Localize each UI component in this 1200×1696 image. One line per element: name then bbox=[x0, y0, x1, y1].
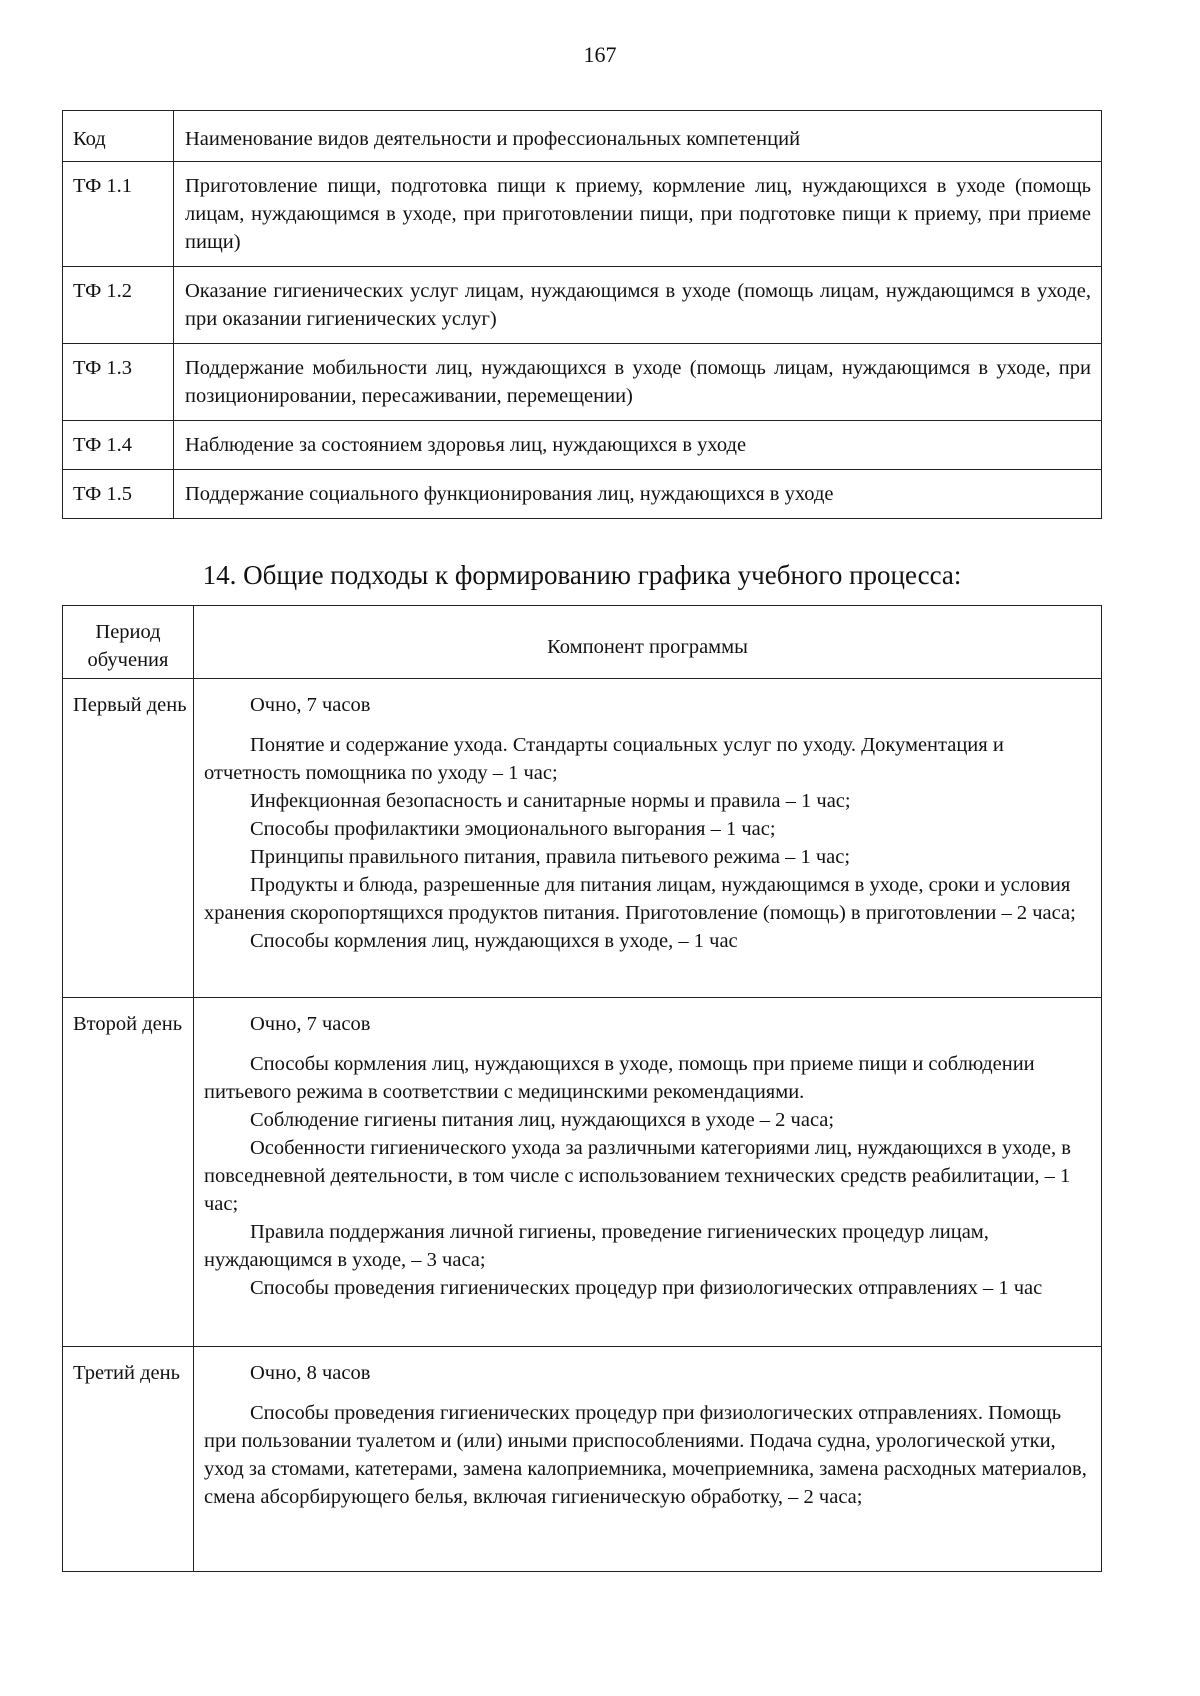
list-item: Способы проведения гигиенических процедур при физиологических отправлениях – 1 час bbox=[250, 1277, 1043, 1299]
study-mode: Очно, 7 часов bbox=[250, 1013, 371, 1035]
header-period: Период обучения bbox=[63, 606, 194, 679]
row-name: Оказание гигиенических услуг лицам, нуждающимся в уходе (помощь лицам, нуждающимся в уходе, при оказании гигиенических услуг) bbox=[174, 267, 1102, 344]
component-cell bbox=[194, 679, 1102, 998]
table-row bbox=[63, 162, 1102, 267]
table-header-row bbox=[63, 606, 1102, 679]
study-mode: Очно, 7 часов bbox=[250, 694, 371, 716]
list-item: Особенности гигиенического ухода за различными категориями лиц, нуждающихся в уходе, в повседневной деятельности, в том числе с использованием технических средств реабилитации, – 1 час; bbox=[204, 1137, 1071, 1215]
competency-table bbox=[62, 110, 1102, 519]
table-row bbox=[63, 998, 1102, 1347]
list-item: Соблюдение гигиены питания лиц, нуждающихся в уходе – 2 часа; bbox=[250, 1109, 835, 1131]
row-name: Поддержание социального функционирования лиц, нуждающихся в уходе bbox=[174, 470, 1102, 519]
table-row bbox=[63, 679, 1102, 998]
table-row bbox=[63, 421, 1102, 470]
list-item: Способы профилактики эмоционального выгорания – 1 час; bbox=[250, 818, 776, 840]
period-cell: Второй день bbox=[63, 998, 194, 1347]
table-row bbox=[63, 344, 1102, 421]
list-item: Правила поддержания личной гигиены, проведение гигиенических процедур лицам, нуждающимся в уходе, – 3 часа; bbox=[204, 1221, 989, 1271]
list-item: Понятие и содержание ухода. Стандарты социальных услуг по уходу. Документация и отчетность помощника по уходу – 1 час; bbox=[204, 734, 1004, 784]
component-cell bbox=[194, 1347, 1102, 1572]
component-cell bbox=[194, 998, 1102, 1347]
period-cell: Третий день bbox=[63, 1347, 194, 1572]
header-component: Компонент программы bbox=[194, 606, 1102, 679]
row-code: ТФ 1.3 bbox=[63, 344, 174, 421]
list-item: Инфекционная безопасность и санитарные нормы и правила – 1 час; bbox=[250, 790, 851, 812]
period-cell: Первый день bbox=[63, 679, 194, 998]
header-code: Код bbox=[63, 111, 174, 162]
table-row bbox=[63, 267, 1102, 344]
section-title: 14. Общие подходы к формированию графика учебного процесса: bbox=[202, 560, 962, 590]
list-item: Способы кормления лиц, нуждающихся в уходе, помощь при приеме пищи и соблюдении питьевого режима в соответствии с медицинскими рекомендациями. bbox=[204, 1053, 1035, 1103]
table-row bbox=[63, 1347, 1102, 1572]
table-header-row bbox=[63, 111, 1102, 162]
study-mode: Очно, 8 часов bbox=[250, 1362, 371, 1384]
schedule-table bbox=[62, 605, 1102, 1572]
list-item: Принципы правильного питания, правила питьевого режима – 1 час; bbox=[250, 846, 851, 868]
page-number: 167 bbox=[583, 42, 617, 67]
list-item: Способы проведения гигиенических процедур при физиологических отправлениях. Помощь при пользовании туалетом и (или) иными приспособлениями. Подача судна, урологической утки, уход за стомами, катетерами, замена калоприемника, мочеприемника, замена расходных материалов, смена абсорбирующего белья, включая гигиеническую обработку, – 2 часа; bbox=[204, 1402, 1087, 1508]
row-code: ТФ 1.4 bbox=[63, 421, 174, 470]
row-code: ТФ 1.1 bbox=[63, 162, 174, 267]
row-name: Приготовление пищи, подготовка пищи к приему, кормление лиц, нуждающихся в уходе (помощь лицам, нуждающимся в уходе, при приготовлении пищи, при подготовке пищи к приему, при приеме пищи) bbox=[174, 162, 1102, 267]
table-row bbox=[63, 470, 1102, 519]
list-item: Способы кормления лиц, нуждающихся в уходе, – 1 час bbox=[250, 930, 738, 952]
row-name: Наблюдение за состоянием здоровья лиц, нуждающихся в уходе bbox=[174, 421, 1102, 470]
list-item: Продукты и блюда, разрешенные для питания лицам, нуждающимся в уходе, сроки и условия хранения скоропортящихся продуктов питания. Приготовление (помощь) в приготовлении – 2 часа; bbox=[204, 874, 1076, 924]
row-code: ТФ 1.5 bbox=[63, 470, 174, 519]
row-name: Поддержание мобильности лиц, нуждающихся в уходе (помощь лицам, нуждающимся в уходе, при позиционировании, пересаживании, перемещении) bbox=[174, 344, 1102, 421]
row-code: ТФ 1.2 bbox=[63, 267, 174, 344]
header-name: Наименование видов деятельности и профессиональных компетенций bbox=[174, 111, 1102, 162]
